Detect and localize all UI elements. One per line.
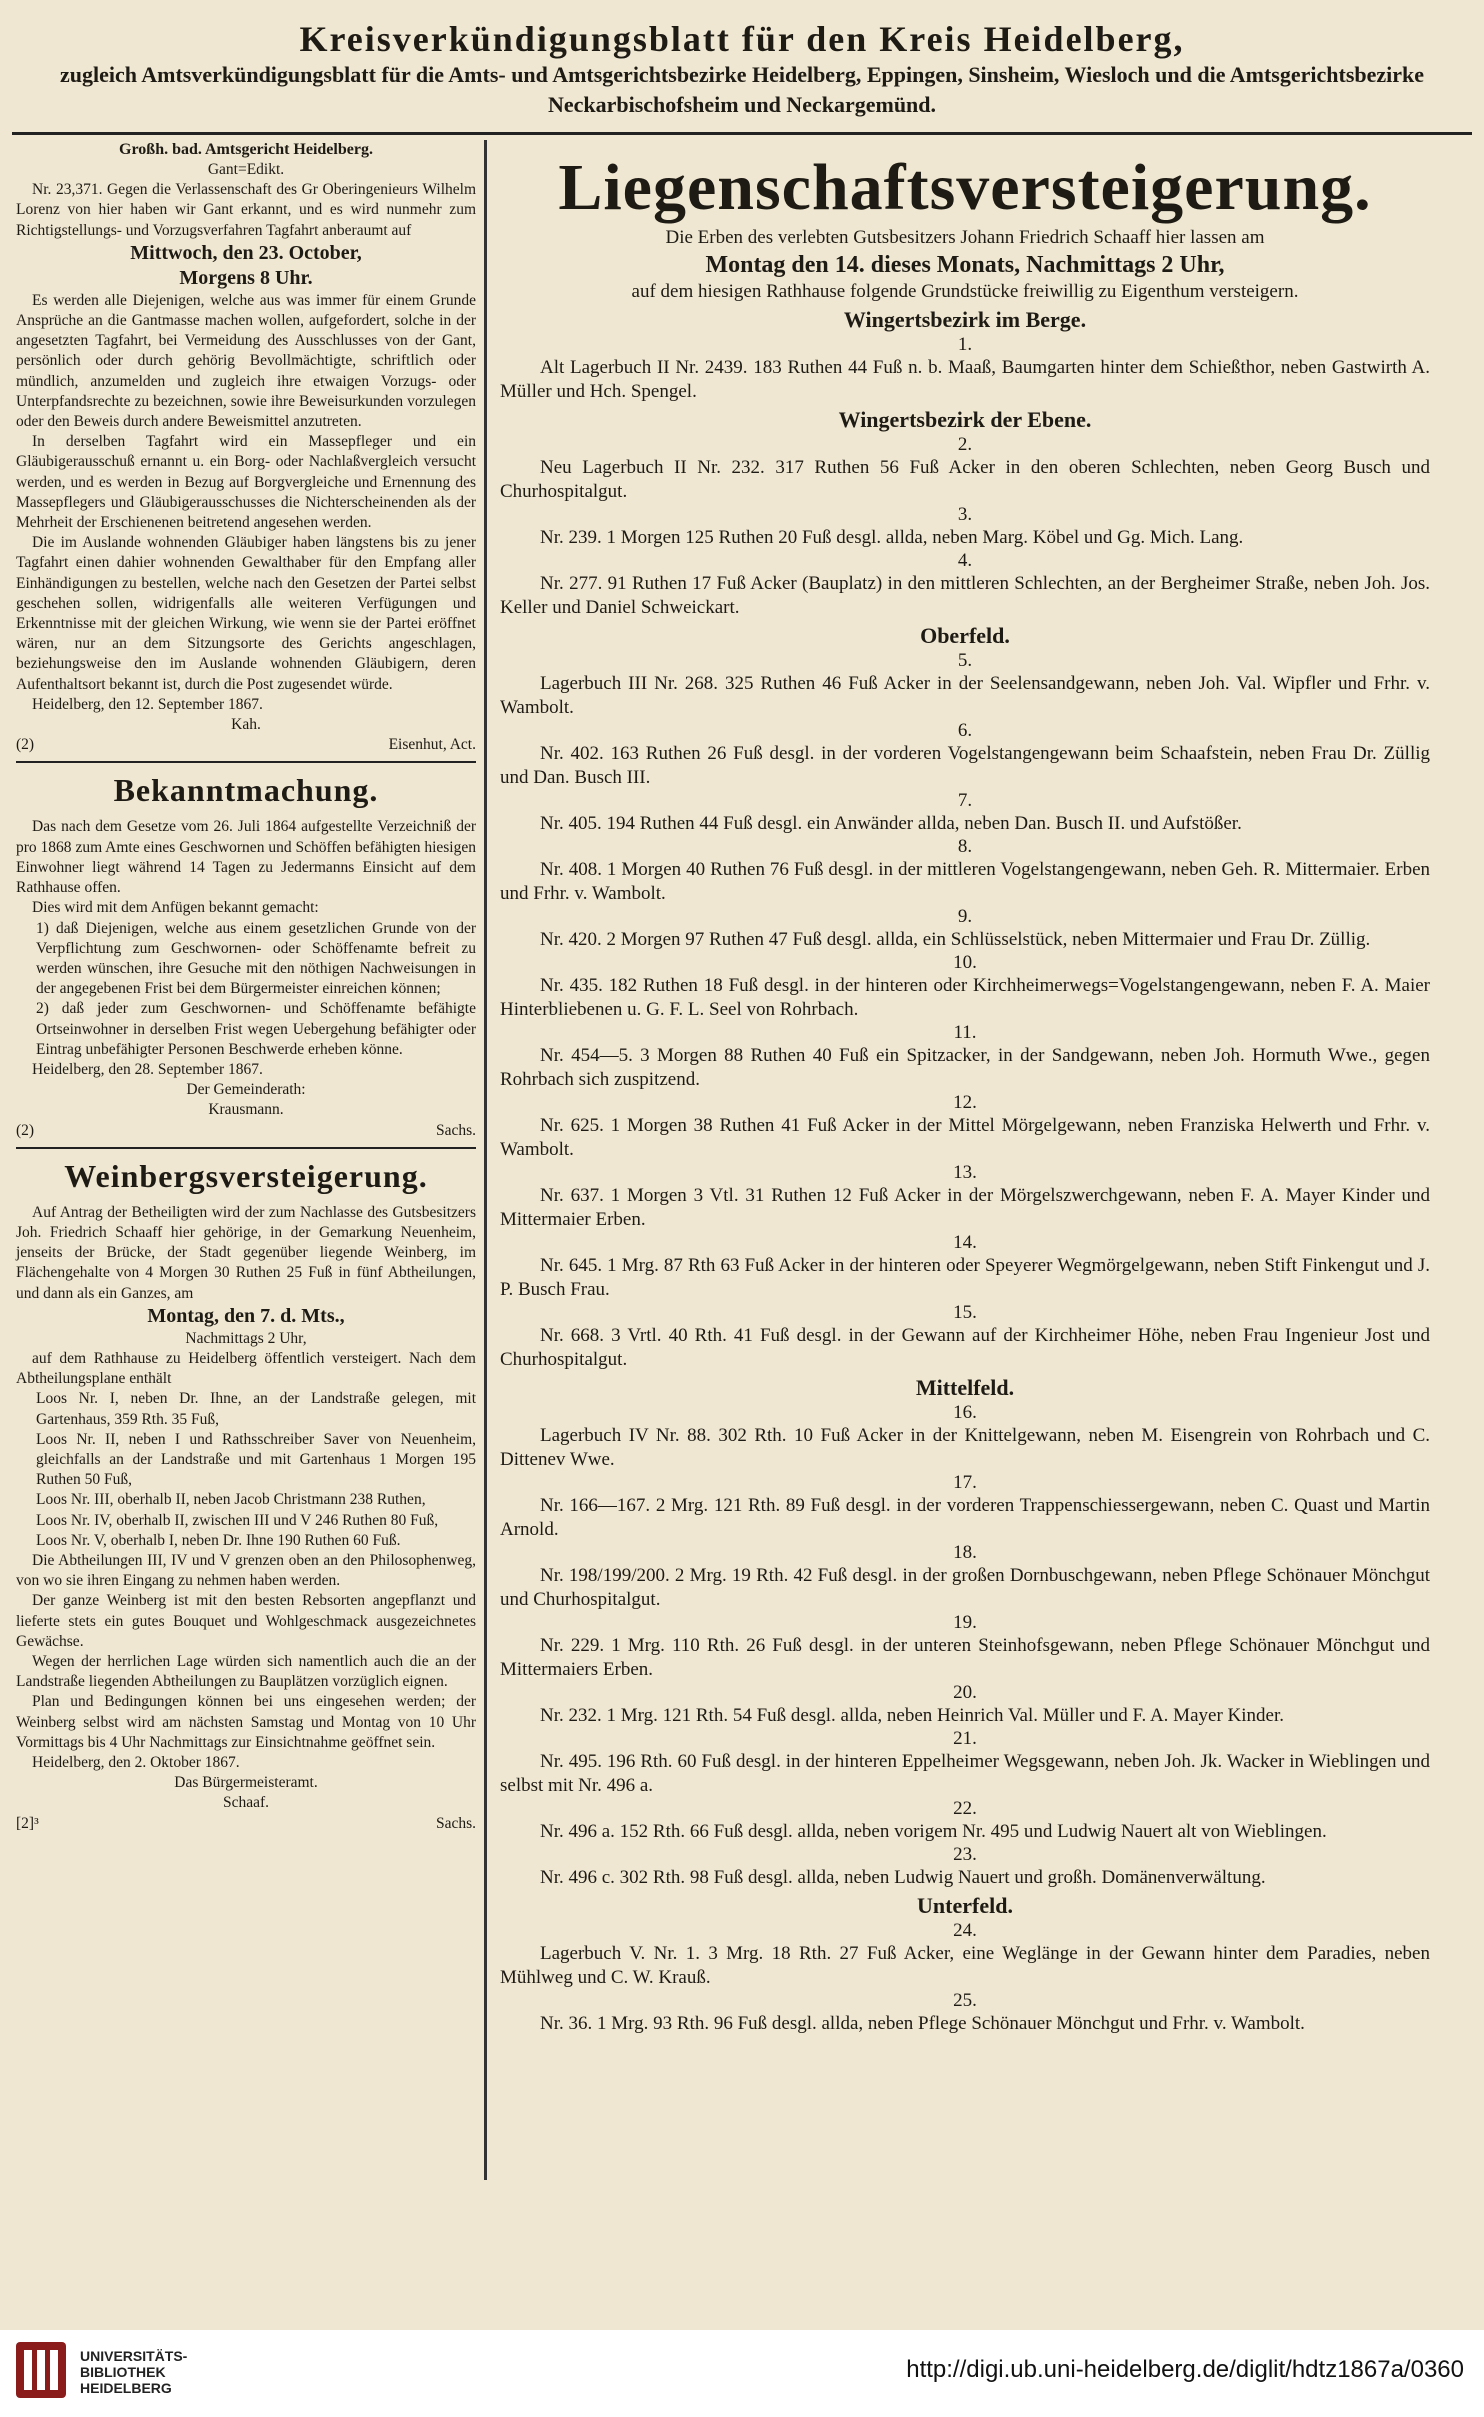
weinberg-time: Nachmittags 2 Uhr, bbox=[185, 1329, 307, 1347]
item-number: 16. bbox=[953, 1402, 977, 1423]
library-logo-icon bbox=[14, 2340, 68, 2400]
property-item: Nr. 420. 2 Morgen 97 Ruthen 47 Fuß desgl. allda, ein Schlüsselstück, neben Mittermaier und Frau Dr. Züllig. bbox=[540, 929, 1371, 950]
weinbergsversteigerung bbox=[16, 1155, 476, 1834]
item-number: 9. bbox=[957, 906, 973, 927]
bekanntmachung-item-1: 1) daß Diejenigen, welche aus einem gesetzlichen Grunde von der Verpflichtung zum Geschwornen- oder Schöffenamte befreit zu werden wünschen, ihre Gesuche mit den nöthigen Nachweisungen in der angegebenen Frist bei dem Bürgermeister einreichen können; bbox=[36, 919, 476, 998]
property-item: Nr. 232. 1 Mrg. 121 Rth. 54 Fuß desgl. allda, neben Heinrich Val. Müller und F. A. Mayer Kinder. bbox=[540, 1705, 1284, 1726]
gant-date: Mittwoch, den 23. October, bbox=[130, 241, 362, 264]
weinberg-paragraph-3: auf dem Rathhause zu Heidelberg öffentlich versteigert. Nach dem Abtheilungsplane enthält bbox=[16, 1349, 476, 1388]
item-number: 6. bbox=[957, 720, 973, 741]
gant-edikt bbox=[16, 140, 476, 755]
right-column bbox=[500, 150, 1430, 2036]
property-item: Nr. 408. 1 Morgen 40 Ruthen 76 Fuß desgl. in der mittleren Vogelstangengewann, neben Geh. R. Mittermaier. Erben und Frhr. v. Wambolt. bbox=[500, 859, 1430, 904]
bekanntmachung-item-2: 2) daß jeder zum Geschwornen- und Schöffenamte befähigte Ortseinwohner in derselben Frist wegen Uebergehung befähigter oder Eintrag unbefähigter Personen Beschwerde erheben könne. bbox=[36, 1000, 476, 1058]
property-item: Nr. 402. 163 Ruthen 26 Fuß desgl. in der vorderen Vogelstangengewann beim Schaafstein, neben Frau Dr. Züllig und Dan. Busch III. bbox=[500, 743, 1430, 788]
liegenschaft-intro-1: Die Erben des verlebten Gutsbesitzers Johann Friedrich Schaaff hier lassen am bbox=[665, 227, 1265, 248]
bekanntmachung-paragraph-2: Dies wird mit dem Anfügen bekannt gemacht: bbox=[32, 899, 319, 917]
property-item: Nr. 496 a. 152 Rth. 66 Fuß desgl. allda, neben vorigem Nr. 495 und Ludwig Nauert alt von Wieblingen. bbox=[540, 1821, 1327, 1842]
gant-place-date: Heidelberg, den 12. September 1867. bbox=[32, 695, 263, 713]
item-number: 22. bbox=[953, 1798, 977, 1819]
library-name-line-3: HEIDELBERG bbox=[80, 2380, 172, 2396]
property-item: Nr. 166—167. 2 Mrg. 121 Rth. 89 Fuß desgl. in der vorderen Trappenschiessergewann, neben C. Quast und Martin Arnold. bbox=[500, 1495, 1430, 1540]
property-item: Nr. 495. 196 Rth. 60 Fuß desgl. in der hinteren Eppelheimer Wegsgewann, neben Joh. Jk. Wacker in Wieblingen und selbst mit Nr. 496 a. bbox=[500, 1751, 1430, 1796]
property-item: Lagerbuch V. Nr. 1. 3 Mrg. 18 Rth. 27 Fuß Acker, eine Weglänge in der Gewann hinter dem Paradies, neben Mühlweg und C. W. Krauß. bbox=[500, 1943, 1430, 1988]
item-number: 18. bbox=[953, 1542, 977, 1563]
property-item: Nr. 625. 1 Morgen 38 Ruthen 41 Fuß Acker in der Mittel Mörgelgewann, neben Franziska Helwerth und Frhr. v. Wambolt. bbox=[500, 1115, 1430, 1160]
property-item: Nr. 668. 3 Vrtl. 40 Rth. 41 Fuß desgl. in der Gewann auf der Kirchheimer Höhe, neben Frau Ingenieur Jost und Churhospitalgut. bbox=[500, 1325, 1430, 1370]
divider bbox=[16, 761, 476, 763]
gant-court: Großh. bad. Amtsgericht Heidelberg. bbox=[119, 141, 373, 158]
weinberg-lot-2: Loos Nr. II, neben I und Rathsschreiber Saver von Neuenheim, gleichfalls an der Landstraße und mit Gartenhaus 1 Morgen 195 Ruthen 50 Fuß, bbox=[36, 1430, 476, 1489]
liegenschaft-title: Liegenschaftsversteigerung. bbox=[558, 151, 1372, 224]
item-number: 15. bbox=[953, 1302, 977, 1323]
weinberg-paragraph-1: Auf Antrag der Betheiligten wird der zum Nachlasse des Gutsbesitzers Joh. Friedrich Schaaff hier gehörige, in der Gemarkung Neuenheim, jenseits der Brücke, der Stadt gegenüber liegende Weinberg, im Flächengehalte von 4 Morgen 30 Ruthen 25 Fuß in fünf Abtheilungen, und dann als ein Ganzes, am bbox=[16, 1203, 476, 1302]
weinberg-paragraph-4: Die Abtheilungen III, IV und V grenzen oben an den Philosophenweg, von wo sie ihren Eingang zu nehmen haben werden. bbox=[16, 1551, 476, 1590]
section-heading: Wingertsbezirk der Ebene. bbox=[838, 407, 1092, 432]
item-number: 5. bbox=[957, 650, 973, 671]
bekanntmachung-paragraph-1: Das nach dem Gesetze vom 26. Juli 1864 aufgestellte Verzeichniß der pro 1868 zum Amte eines Geschwornen und Schöffen befähigten hiesigen Einwohner liegt während 14 Tagen zu Jedermanns Einsicht auf dem Rathhause offen. bbox=[16, 818, 476, 897]
weinberg-lot-5: Loos Nr. V, oberhalb I, neben Dr. Ihne 190 Ruthen 60 Fuß. bbox=[36, 1531, 401, 1549]
liegenschaft-headline: Montag den 14. dieses Monats, Nachmittags 2 Uhr, bbox=[705, 252, 1225, 278]
item-number: 25. bbox=[953, 1990, 977, 2011]
property-item: Nr. 645. 1 Mrg. 87 Rth 63 Fuß Acker in der hinteren oder Speyerer Wegmörgelgewann, neben Stift Finkengut und J. P. Busch Frau. bbox=[500, 1255, 1430, 1300]
gant-time: Morgens 8 Uhr. bbox=[179, 266, 313, 289]
item-number: 23. bbox=[953, 1844, 977, 1865]
weinberg-signature-line bbox=[16, 1814, 476, 1834]
item-number: 1. bbox=[957, 334, 973, 355]
masthead-subtitle: zugleich Amtsverkündigungsblatt für die Amts- und Amtsgerichtsbezirke Heidelberg, Eppingen, Sinsheim, Wiesloch und die Amtsgerichtsbezirke Neckarbischofsheim und Neckargemünd. bbox=[59, 62, 1425, 117]
item-number: 10. bbox=[953, 952, 977, 973]
property-item: Nr. 277. 91 Ruthen 17 Fuß Acker (Bauplatz) in den mittleren Schlechten, an der Bergheimer Straße, neben Joh. Jos. Keller und Daniel Schweickart. bbox=[500, 573, 1430, 618]
property-sections bbox=[500, 306, 1430, 2036]
item-number: 11. bbox=[953, 1022, 977, 1043]
property-item: Nr. 198/199/200. 2 Mrg. 19 Rth. 42 Fuß desgl. in der großen Dornbuschgewann, neben Pflege Schönauer Mönchgut und Churhospitalgut. bbox=[500, 1565, 1430, 1610]
item-number: 2. bbox=[957, 434, 973, 455]
masthead-rule bbox=[12, 132, 1472, 135]
property-item: Alt Lagerbuch II Nr. 2439. 183 Ruthen 44 Fuß n. b. Maaß, Baumgarten hinter dem Schießthor, neben Gastwirth A. Müller und Hch. Spengel. bbox=[500, 357, 1430, 402]
property-item: Nr. 239. 1 Morgen 125 Ruthen 20 Fuß desgl. allda, neben Marg. Köbel und Gg. Mich. Lang. bbox=[540, 527, 1244, 548]
gant-signature-line bbox=[16, 735, 476, 755]
weinberg-date: Montag, den 7. d. Mts., bbox=[147, 1304, 345, 1327]
item-number: 13. bbox=[953, 1162, 977, 1183]
gant-intro: Nr. 23,371. Gegen die Verlassenschaft des Gr Oberingenieurs Wilhelm Lorenz von hier haben wir Gant erkannt, und es wird nunmehr zum Richtigstellungs- und Vorzugsverfahren Tagfahrt anberaumt auf bbox=[16, 181, 476, 239]
weinberg-ref: [2]³ bbox=[16, 1814, 39, 1832]
property-item: Nr. 435. 182 Ruthen 18 Fuß desgl. in der hinteren oder Kirchheimerwegs=Vogelstangengewann, neben F. A. Maier Hinterbliebenen u. G. F. L. Seel von Rohrbach. bbox=[500, 975, 1430, 1020]
property-item: Nr. 36. 1 Mrg. 93 Rth. 96 Fuß desgl. allda, neben Pflege Schönauer Mönchgut und Frhr. v. Wambolt. bbox=[540, 2013, 1305, 2034]
column-divider bbox=[484, 140, 487, 2180]
bekanntmachung bbox=[16, 769, 476, 1140]
weinberg-place-date: Heidelberg, den 2. Oktober 1867. bbox=[32, 1754, 240, 1772]
weinberg-lot-4: Loos Nr. IV, oberhalb II, zwischen III und V 246 Ruthen 80 Fuß, bbox=[36, 1511, 439, 1529]
gant-ref: (2) bbox=[16, 736, 35, 754]
bekanntmachung-signer: Krausmann. bbox=[208, 1101, 284, 1119]
left-column bbox=[16, 140, 476, 1834]
property-item: Nr. 637. 1 Morgen 3 Vtl. 31 Ruthen 12 Fuß Acker in der Mörgelszwerchgewann, neben F. A. Mayer Kinder und Mittermaier Erben. bbox=[500, 1185, 1430, 1230]
liegenschaft-intro-2: auf dem hiesigen Rathhause folgende Grundstücke freiwillig zu Eigenthum versteigern. bbox=[631, 281, 1299, 302]
bekanntmachung-ref: (2) bbox=[16, 1121, 35, 1139]
source-url-link[interactable]: http://digi.ub.uni-heidelberg.de/diglit/hdtz1867a/0360 bbox=[906, 2356, 1464, 2383]
section-heading: Unterfeld. bbox=[917, 1893, 1013, 1918]
divider bbox=[16, 1147, 476, 1149]
item-number: 24. bbox=[953, 1920, 977, 1941]
gant-type: Gant=Edikt. bbox=[207, 161, 285, 178]
weinberg-paragraph-7: Plan und Bedingungen können bei uns eingesehen werden; der Weinberg selbst wird am nächsten Samstag und Montag von 10 Uhr Vormittags bis 4 Uhr Nachmittags zur Einsichtnahme geöffnet sein. bbox=[16, 1693, 476, 1751]
section-heading: Oberfeld. bbox=[920, 623, 1010, 648]
item-number: 7. bbox=[957, 790, 973, 811]
weinberg-signer: Schaaf. bbox=[222, 1794, 270, 1812]
gant-actuary: Eisenhut, Act. bbox=[388, 736, 476, 754]
property-item: Neu Lagerbuch II Nr. 232. 317 Ruthen 56 Fuß Acker in den oberen Schlechten, neben Georg Busch und Churhospitalgut. bbox=[500, 457, 1430, 502]
item-number: 17. bbox=[953, 1472, 977, 1493]
gant-signer: Kah. bbox=[231, 716, 261, 734]
weinberg-title: Weinbergsversteigerung. bbox=[64, 1157, 428, 1194]
item-number: 21. bbox=[953, 1728, 977, 1749]
item-number: 19. bbox=[953, 1612, 977, 1633]
masthead bbox=[0, 18, 1484, 120]
bekanntmachung-body: Der Gemeinderath: bbox=[186, 1081, 306, 1099]
bekanntmachung-title: Bekanntmachung. bbox=[113, 772, 379, 809]
weinberg-paragraph-6: Wegen der herrlichen Lage würden sich namentlich auch die an der Landstraße liegenden Abtheilungen zu Bauplätzen vorzüglich eignen. bbox=[16, 1653, 476, 1691]
item-number: 8. bbox=[957, 836, 973, 857]
weinberg-lot-1: Loos Nr. I, neben Dr. Ihne, an der Landstraße gelegen, mit Gartenhaus, 359 Rth. 35 Fuß, bbox=[36, 1390, 476, 1428]
library-name bbox=[80, 2348, 187, 2396]
weinberg-lot-3: Loos Nr. III, oberhalb II, neben Jacob Christmann 238 Ruthen, bbox=[36, 1491, 426, 1509]
section-heading: Wingertsbezirk im Berge. bbox=[843, 307, 1087, 332]
library-name-line-1: UNIVERSITÄTS- bbox=[80, 2348, 188, 2364]
property-item: Lagerbuch IV Nr. 88. 302 Rth. 10 Fuß Acker in der Knittelgewann, neben M. Eisengrein von Rohrbach und C. Dittenev Wwe. bbox=[500, 1425, 1430, 1470]
section-heading: Mittelfeld. bbox=[915, 1375, 1015, 1400]
bekanntmachung-signature-line bbox=[16, 1121, 476, 1141]
masthead-title: Kreisverkündigungsblatt für den Kreis Heidelberg, bbox=[299, 19, 1185, 59]
gant-paragraph-3: Die im Auslande wohnenden Gläubiger haben längstens bis zu jener Tagfahrt einen dahier wohnenden Gewalthaber für den Empfang aller Einhändigungen zu bestellen, welche nach den Gesetzen der Partei selbst geschehen sollen, widrigenfalls alle weiteren Verfügungen und Erkenntnisse mit der gleichen Wirkung, wie wenn sie der Partei eröffnet wären, nur an dem Sitzungsorte des Gerichts angeschlagen, beziehungsweise den im Auslande wohnenden Gläubigern, deren Aufenthaltsort bekannt ist, durch die Post zugesendet würde. bbox=[16, 534, 476, 693]
property-item: Nr. 405. 194 Ruthen 44 Fuß desgl. ein Anwänder allda, neben Dan. Busch II. und Aufstößer. bbox=[540, 813, 1242, 834]
library-name-line-2: BIBLIOTHEK bbox=[80, 2364, 166, 2380]
bekanntmachung-place-date: Heidelberg, den 28. September 1867. bbox=[32, 1060, 263, 1078]
weinberg-paragraph-5: Der ganze Weinberg ist mit den besten Rebsorten angepflanzt und lieferte stets ein gutes Bouquet und Wohlgeschmack ausgezeichnetes Gewächse. bbox=[16, 1592, 476, 1650]
weinberg-clerk: Sachs. bbox=[435, 1814, 476, 1832]
property-item: Nr. 454—5. 3 Morgen 88 Ruthen 40 Fuß ein Spitzacker, in der Sandgewann, neben Joh. Hormuth Wwe., gegen Rohrbach sich zuspitzend. bbox=[500, 1045, 1430, 1090]
bekanntmachung-clerk: Sachs. bbox=[435, 1121, 476, 1139]
gant-paragraph-2: In derselben Tagfahrt wird ein Massepfleger und ein Gläubigerausschuß ernannt u. ein Borg- oder Nachlaßvergleich versucht werden, und es werden in Bezug auf Borgvergleiche und Ernennung des Massepflegers und Gläubigerausschusses die Nichterscheinenden als der Mehrheit der Erschienenen beitretend angesehen werden. bbox=[16, 433, 476, 532]
gant-paragraph-1: Es werden alle Diejenigen, welche aus was immer für einem Grunde Ansprüche an die Gantmasse machen wollen, aufgefordert, solche in der angesetzten Tagfahrt, bei Vermeidung des Ausschlusses von der Gant, persönlich oder durch gehörig Bevollmächtigte, schriftlich oder mündlich, anzumelden und zugleich ihre etwaigen Vorzugs- oder Unterpfandsrechte zu bezeichnen, sowie ihre Beweisurkunden vorzulegen oder den Beweis durch andere Beweismittel anzutreten. bbox=[16, 291, 476, 431]
item-number: 3. bbox=[957, 504, 973, 525]
property-item: Nr. 496 c. 302 Rth. 98 Fuß desgl. allda, neben Ludwig Nauert und großh. Domänenverwältung. bbox=[540, 1867, 1266, 1888]
item-number: 20. bbox=[953, 1682, 977, 1703]
item-number: 4. bbox=[957, 550, 973, 571]
item-number: 12. bbox=[953, 1092, 977, 1113]
weinberg-body: Das Bürgermeisteramt. bbox=[174, 1774, 318, 1792]
property-item: Lagerbuch III Nr. 268. 325 Ruthen 46 Fuß Acker in der Seelensandgewann, neben Joh. Val. Wipfler und Frhr. v. Wambolt. bbox=[500, 673, 1430, 718]
property-item: Nr. 229. 1 Mrg. 110 Rth. 26 Fuß desgl. in der unteren Steinhofsgewann, neben Pflege Schönauer Mönchgut und Mittermaiers Erben. bbox=[500, 1635, 1430, 1680]
item-number: 14. bbox=[953, 1232, 977, 1253]
footer-bar bbox=[0, 2330, 1484, 2417]
